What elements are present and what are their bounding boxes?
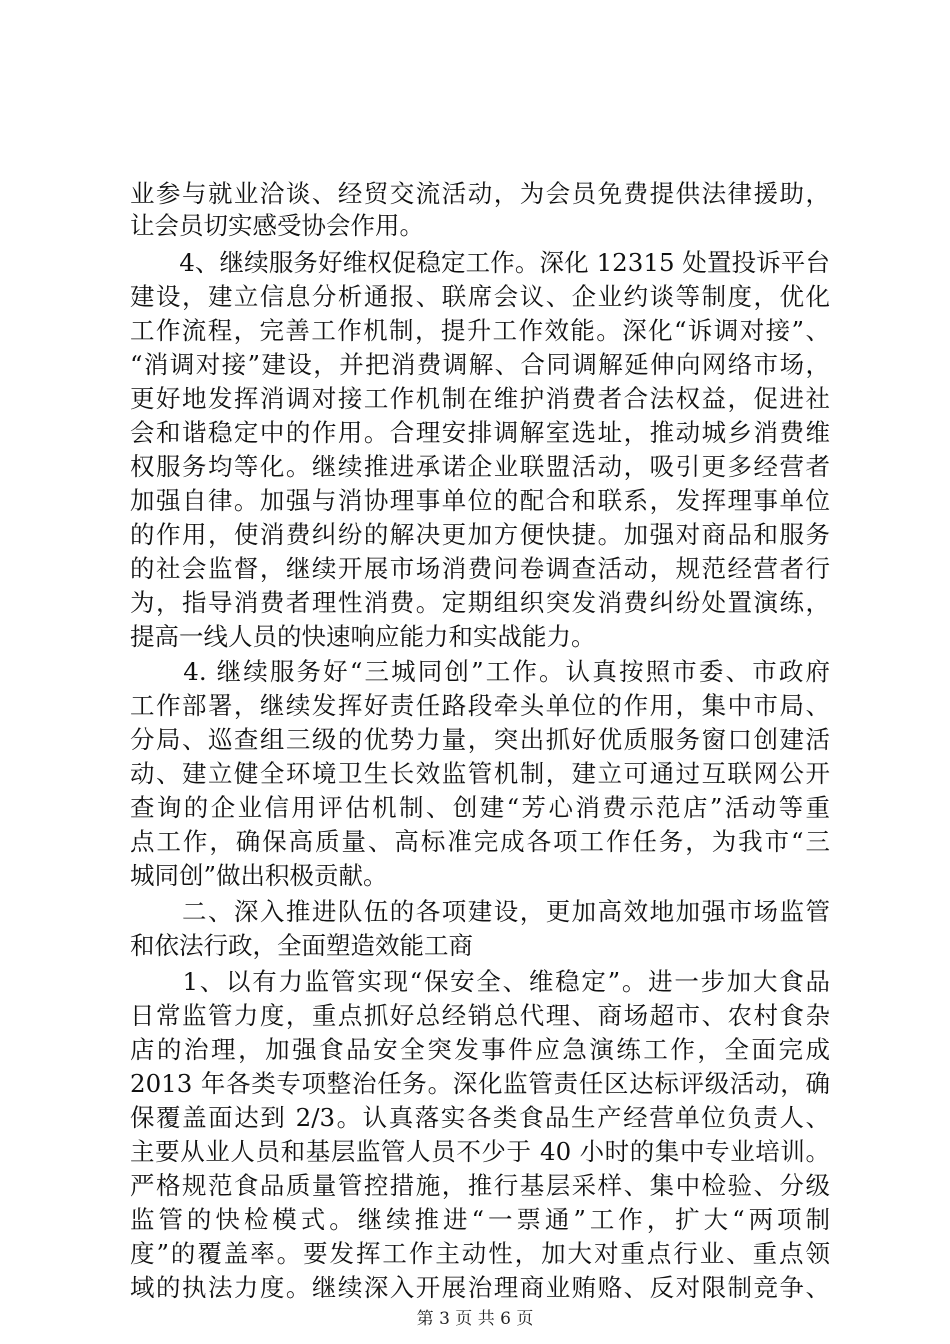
body-line: 让会员切实感受协会作用。 [130, 211, 424, 240]
body-line: 保覆盖面达到 2/3。认真落实各类食品生产经营单位负责人、 [130, 1103, 830, 1132]
body-line: 度”的覆盖率。要发挥工作主动性，加大对重点行业、重点领 [130, 1239, 830, 1268]
section-heading-line: 和依法行政，全面塑造效能工商 [130, 931, 473, 960]
body-line: 工作流程，完善工作机制，提升工作效能。深化“诉调对接”、 [130, 316, 830, 345]
body-line: 主要从业人员和基层监管人员不少于 40 小时的集中专业培训。 [130, 1137, 830, 1166]
body-line: 点工作，确保高质量、高标准完成各项工作任务，为我市“三 [130, 827, 830, 856]
body-line: 严格规范食品质量管控措施，推行基层采样、集中检验、分级 [130, 1171, 830, 1200]
body-line: 店的治理，加强食品安全突发事件应急演练工作，全面完成 [130, 1035, 830, 1064]
body-line: 为，指导消费者理性消费。定期组织突发消费纠纷处置演练， [130, 588, 830, 617]
body-line: 工作部署，继续发挥好责任路段牵头单位的作用，集中市局、 [130, 691, 830, 720]
body-line: 日常监管力度，重点抓好总经销总代理、商场超市、农村食杂 [130, 1001, 830, 1030]
paragraph-heading-line: 4. 继续服务好“三城同创”工作。认真按照市委、市政府 [130, 657, 830, 686]
body-line: 城同创”做出积极贡献。 [130, 861, 388, 890]
body-line: 的作用，使消费纠纷的解决更加方便快捷。加强对商品和服务 [130, 520, 830, 549]
body-line: 域的执法力度。继续深入开展治理商业贿赂、反对限制竞争、 [130, 1273, 830, 1302]
body-line: 的社会监督，继续开展市场消费问卷调查活动，规范经营者行 [130, 554, 830, 583]
body-line: 建设，建立信息分析通报、联席会议、企业约谈等制度，优化 [130, 282, 830, 311]
section-heading-line: 二、深入推进队伍的各项建设，更加高效地加强市场监管 [130, 897, 830, 926]
body-line: 监管的快检模式。继续推进“一票通”工作，扩大“两项制 [130, 1205, 830, 1234]
body-line: 查询的企业信用评估机制、创建“芳心消费示范店”活动等重 [130, 793, 830, 822]
body-line: 提高一线人员的快速响应能力和实战能力。 [130, 622, 596, 651]
body-line: 会和谐稳定中的作用。合理安排调解室选址，推动城乡消费维 [130, 418, 830, 447]
body-line: 动、建立健全环境卫生长效监管机制，建立可通过互联网公开 [130, 759, 830, 788]
paragraph-heading-line: 1、以有力监管实现“保安全、维稳定”。进一步加大食品 [130, 967, 830, 996]
paragraph-heading-line: 4、继续服务好维权促稳定工作。深化 12315 处置投诉平台 [130, 248, 830, 277]
body-line: 加强自律。加强与消协理事单位的配合和联系，发挥理事单位 [130, 486, 830, 515]
body-line: 业参与就业洽谈、经贸交流活动，为会员免费提供法律援助， [130, 179, 830, 208]
body-line: 2013 年各类专项整治任务。深化监管责任区达标评级活动，确 [130, 1069, 830, 1098]
body-line: “消调对接”建设，并把消费调解、合同调解延伸向网络市场， [130, 350, 830, 379]
body-line: 分局、巡查组三级的优势力量，突出抓好优质服务窗口创建活 [130, 725, 830, 754]
body-line: 更好地发挥消调对接工作机制在维护消费者合法权益，促进社 [130, 384, 830, 413]
body-line: 权服务均等化。继续推进承诺企业联盟活动，吸引更多经营者 [130, 452, 830, 481]
page-number-footer: 第 3 页 共 6 页 [416, 1309, 534, 1329]
